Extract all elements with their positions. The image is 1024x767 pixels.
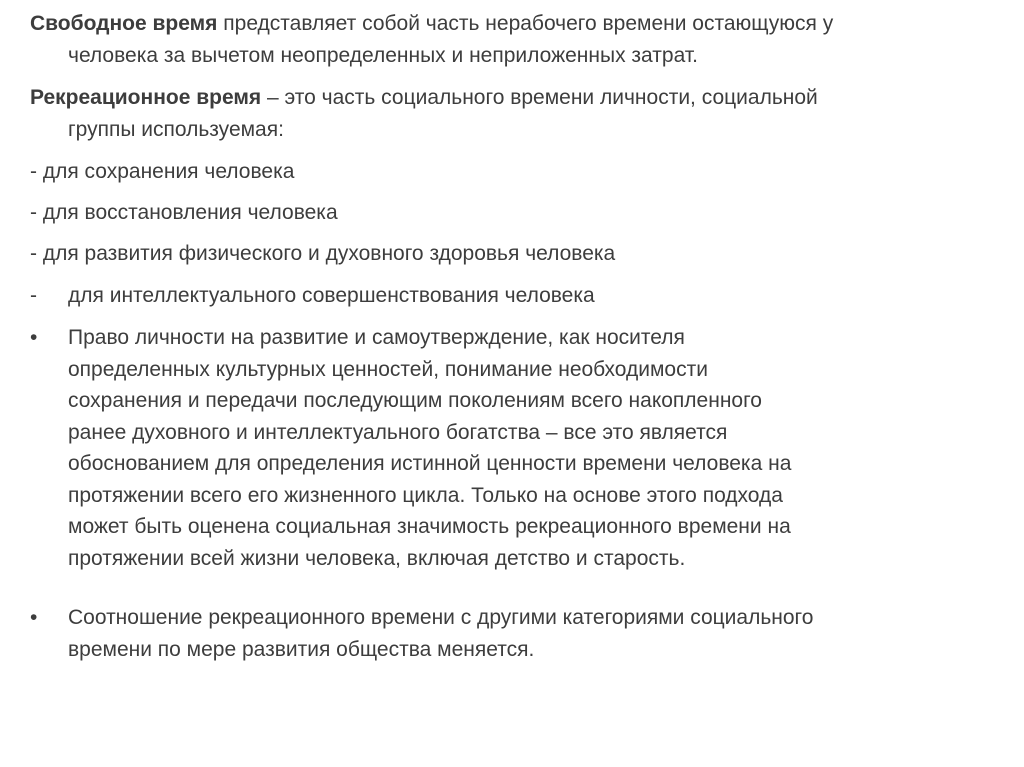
bullet1-line: обоснованием для определения истинной ценности времени человека на <box>68 452 792 475</box>
dash-item-restoration: - для восстановления человека <box>30 201 338 224</box>
definition-recreational-time <box>30 82 818 145</box>
term-free-time: Свободное время <box>30 12 218 35</box>
definition-recreational-time-line1 <box>30 82 818 114</box>
definition-free-time-line1 <box>30 8 833 40</box>
bullet1-line: протяжении всего его жизненного цикла. Только на основе этого подхода <box>68 483 783 507</box>
definition-free-time-text: представляет собой часть нерабочего времени остающуюся у <box>217 12 834 35</box>
dash-item-intellectual-text: для интеллектуального совершенствования человека <box>68 284 595 307</box>
bullet-ratio-of-time <box>30 602 813 665</box>
bullet-right-to-development <box>30 322 791 574</box>
definition-free-time <box>30 8 833 71</box>
dash-item-intellectual <box>30 280 595 312</box>
bullet-marker: • <box>30 606 38 629</box>
bullet1-line: Право личности на развитие и самоутверждение, как носителя <box>68 326 685 349</box>
dash-item-health: - для развития физического и духовного здоровья человека <box>30 242 616 265</box>
definition-free-time-line2: человека за вычетом неопределенных и неприложенных затрат. <box>68 43 698 67</box>
bullet2-line: времени по мере развития общества меняется. <box>68 637 535 661</box>
bullet-ratio-of-time-text <box>68 602 813 665</box>
definition-recreational-time-line2: группы используемая: <box>68 117 284 141</box>
bullet1-line: сохранения и передачи последующим поколениям всего накопленного <box>68 389 762 412</box>
bullet-right-to-development-text <box>68 322 791 574</box>
dash-item-preservation: - для сохранения человека <box>30 160 295 183</box>
bullet-marker: • <box>30 326 38 349</box>
definition-recreational-time-text: – это часть социального времени личности, социальной <box>261 86 818 109</box>
bullet2-line: Соотношение рекреационного времени с другими категориями социального <box>68 606 814 629</box>
bullet1-line: ранее духовного и интеллектуального богатства – все это является <box>68 420 728 444</box>
term-recreational-time: Рекреационное время <box>30 86 262 109</box>
bullet1-line: определенных культурных ценностей, понимание необходимости <box>68 357 708 381</box>
bullet1-line: может быть оценена социальная значимость рекреационного времени на <box>68 515 791 538</box>
bullet1-line: протяжении всей жизни человека, включая детство и старость. <box>68 546 686 570</box>
dash-marker: - <box>30 284 37 307</box>
